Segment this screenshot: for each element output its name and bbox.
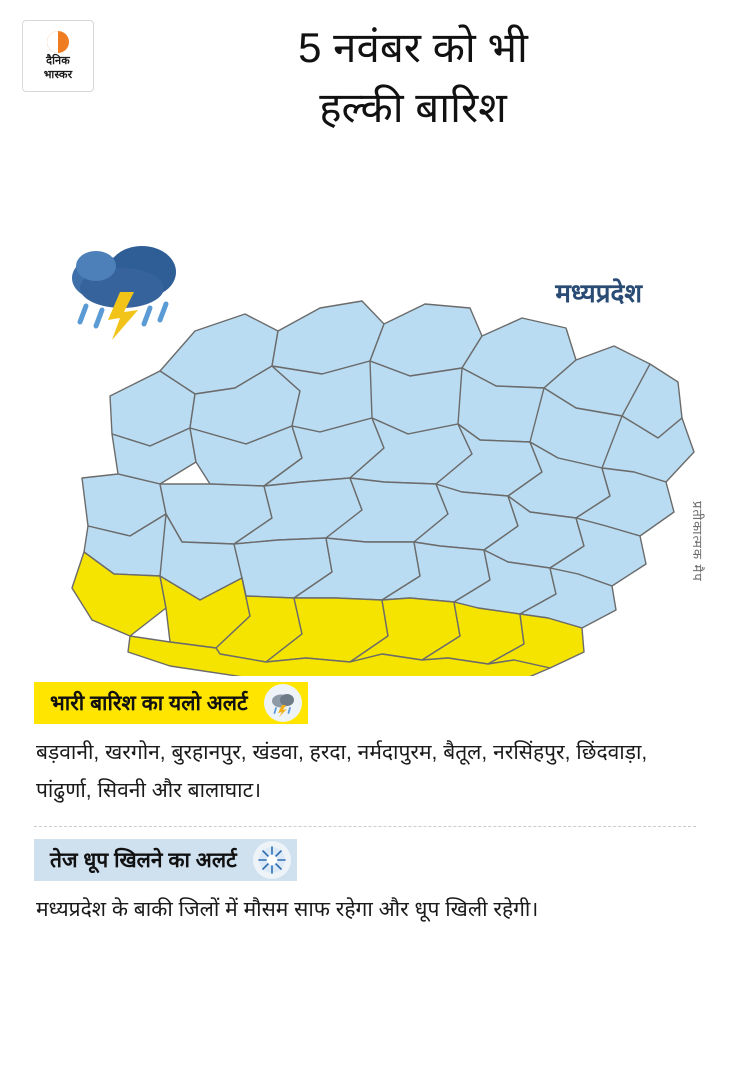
brand-logo-line2: भास्कर	[43, 69, 73, 81]
sun-alert-bar	[34, 839, 297, 881]
map-credit: प्रतीकात्मक मैप	[690, 501, 705, 582]
sun-alert-label: तेज धूप खिलने का अलर्ट	[50, 849, 237, 872]
yellow-alert-bar	[34, 682, 308, 724]
brand-logo	[22, 20, 94, 92]
map-container	[10, 196, 720, 676]
page-title	[120, 18, 706, 138]
sun-alert-text: मध्यप्रदेश के बाकी जिलों में मौसम साफ रहेगा और धूप खिली रहेगी।	[36, 898, 539, 921]
rain-cloud-icon	[264, 684, 302, 722]
section-yellow-alert	[34, 676, 696, 810]
headline-line-1: 5 नवंबर को भी	[298, 24, 528, 71]
madhya-pradesh-map	[10, 196, 720, 676]
map-region-normal	[82, 301, 694, 628]
yellow-alert-text: बड़वानी, खरगोन, बुरहानपुर, खंडवा, हरदा, नर्मदापुरम, बैतूल, नरसिंहपुर, छिंदवाड़ा, पांढुर्णा, सिवनी और बालाघाट।	[36, 741, 648, 802]
section-divider	[34, 826, 696, 827]
section-sun-alert	[34, 833, 696, 929]
bhaskar-sun-icon	[47, 31, 69, 53]
header	[0, 0, 730, 196]
sun-icon	[253, 841, 291, 879]
headline-line-2: हल्की बारिश	[319, 84, 507, 131]
alert-sections	[0, 676, 730, 929]
yellow-alert-label: भारी बारिश का यलो अलर्ट	[50, 692, 248, 715]
map-title: मध्यप्रदेश	[555, 278, 642, 308]
brand-logo-line1: दैनिक	[46, 55, 70, 67]
